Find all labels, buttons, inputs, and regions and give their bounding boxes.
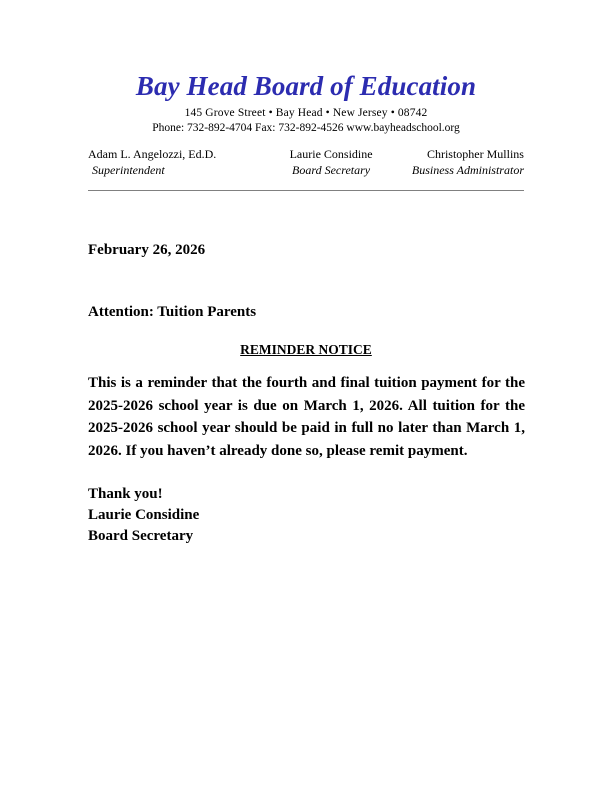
staff-entry-business-administrator (412, 146, 524, 178)
letterhead-divider (88, 190, 524, 191)
staff-name: Adam L. Angelozzi, Ed.D. (88, 147, 217, 161)
address-line: 145 Grove Street • Bay Head • New Jersey • 08742 (184, 107, 428, 119)
contact-line: Phone: 732-892-4704 Fax: 732-892-4526 www.bayheadschool.org (152, 122, 460, 134)
closing-thanks: Thank you! (88, 486, 163, 502)
staff-entry-superintendent (88, 146, 216, 178)
closing-signer-title: Board Secretary (88, 528, 194, 544)
letter-date: February 26, 2026 (88, 242, 206, 258)
staff-title: Superintendent (92, 163, 165, 177)
letter-closing (88, 484, 199, 547)
staff-title: Board Secretary (292, 163, 371, 177)
staff-name: Laurie Considine (289, 147, 373, 161)
organization-title: Bay Head Board of Education (135, 71, 477, 101)
notice-heading (88, 341, 524, 358)
staff-directory (88, 146, 524, 178)
letter-body: This is a reminder that the fourth and final tuition payment for the 2025-2026 school year is due on March 1, 2026. All tuition for the 2025-2026 school year should be paid in full no later than March 1, 2026. If you haven’t already done so, please remit payment. (88, 375, 525, 459)
staff-title: Business Administrator (411, 163, 524, 177)
staff-entry-board-secretary (290, 146, 373, 178)
attention-line: Attention: Tuition Parents (88, 304, 257, 320)
notice-heading-text: REMINDER NOTICE (240, 342, 372, 357)
staff-name: Christopher Mullins (426, 147, 524, 161)
letterhead (88, 70, 524, 135)
closing-signer-name: Laurie Considine (88, 507, 200, 523)
